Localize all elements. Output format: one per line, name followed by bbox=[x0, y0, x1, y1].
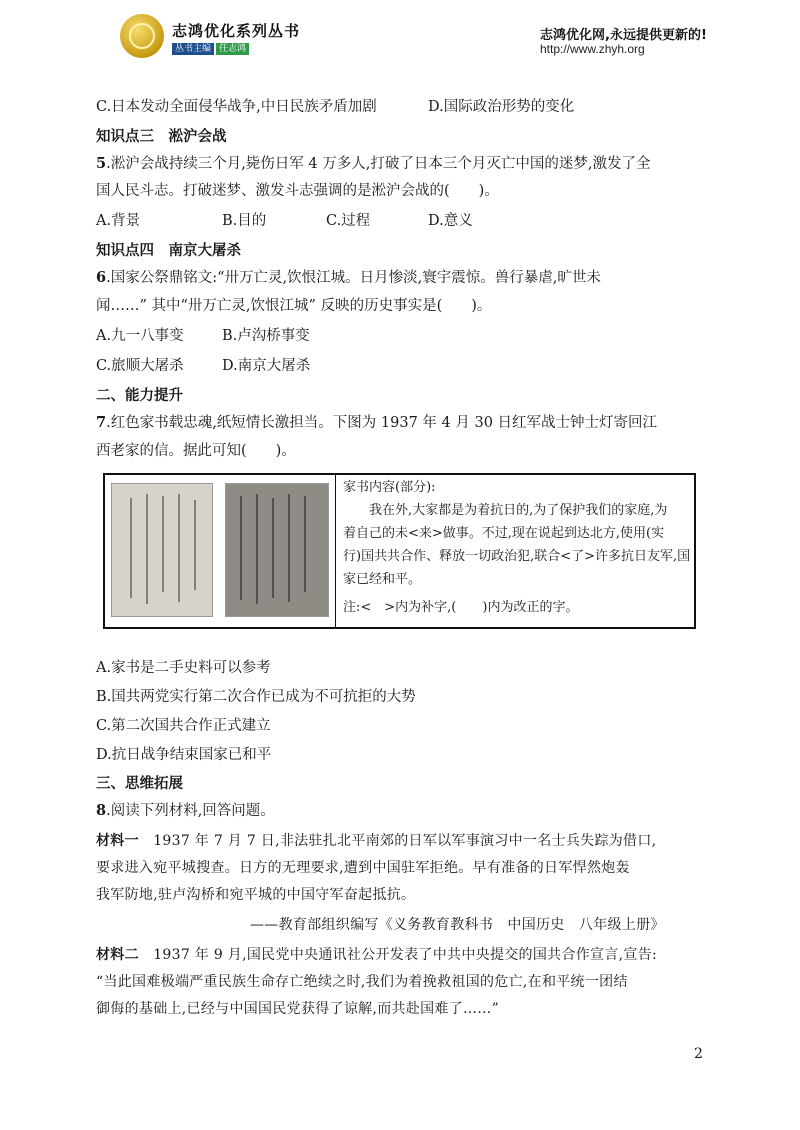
material-2-line-2: “当此国难极端严重民族生命存亡绝续之时,我们为着挽救祖国的危亡,在和平统一团结 bbox=[96, 974, 628, 990]
material-2-line-3: 御侮的基础上,已经与中国国民党获得了谅解,而共赴国难了……” bbox=[96, 1001, 500, 1017]
part-title-3: 三、思维拓展 bbox=[96, 775, 183, 792]
q6-number: 6 bbox=[96, 269, 107, 286]
q7-option-d: D.抗日战争结束国家已和平 bbox=[96, 747, 272, 763]
site-url[interactable]: http://www.zhyh.org bbox=[540, 42, 645, 56]
material-2-label: 材料二 bbox=[96, 947, 139, 963]
q4-option-c: C.日本发动全面侵华战争,中日民族矛盾加剧 bbox=[96, 99, 377, 115]
q5-number: 5 bbox=[96, 155, 107, 172]
material-2-text-1: 1937 年 9 月,国民党中央通讯社公开发表了中共中央提交的国共合作宣言,宣告: bbox=[138, 947, 658, 963]
q5-line-1 bbox=[96, 153, 650, 175]
series-logo-icon bbox=[120, 14, 164, 58]
q8-prompt bbox=[96, 800, 275, 822]
q8-prompt-text: .阅读下列材料,回答问题。 bbox=[106, 803, 275, 819]
series-title: 志鸿优化系列丛书 bbox=[172, 22, 301, 40]
editor-name: 任志鸿 bbox=[216, 43, 249, 55]
letter-line-4: 家已经和平。 bbox=[343, 572, 422, 587]
page-header bbox=[0, 0, 800, 72]
q5-option-b: B.目的 bbox=[222, 213, 267, 229]
q7-option-b: B.国共两党实行第二次合作已成为不可抗拒的大势 bbox=[96, 689, 416, 705]
q6-option-a: A.九一八事变 bbox=[96, 328, 184, 344]
page-number: 2 bbox=[694, 1046, 703, 1062]
letter-photo-1 bbox=[111, 483, 213, 617]
site-slogan: 志鸿优化网,永远提供更新的! bbox=[540, 28, 707, 43]
q7-option-a: A.家书是二手史料可以参考 bbox=[96, 660, 271, 676]
q5-text-1: .淞沪会战持续三个月,毙伤日军 4 万多人,打破了日本三个月灭亡中国的迷梦,激发了全 bbox=[106, 156, 651, 172]
part-title-2: 二、能力提升 bbox=[96, 387, 183, 404]
q7-text-1: .红色家书载忠魂,纸短情长激担当。下图为 1937 年 4 月 30 日红军战士钟士灯寄回江 bbox=[106, 415, 658, 431]
q7-number: 7 bbox=[96, 414, 107, 431]
material-1-source: ——教育部组织编写《义务教育教科书 中国历史 八年级上册》 bbox=[250, 917, 665, 933]
material-1-label: 材料一 bbox=[96, 833, 139, 849]
material-1-line-1 bbox=[96, 830, 656, 852]
q7-line-1 bbox=[96, 412, 657, 434]
q7-option-c: C.第二次国共合作正式建立 bbox=[96, 718, 271, 734]
q5-option-d: D.意义 bbox=[428, 213, 473, 229]
letter-line-2: 着自己的未<来>做事。不过,现在说起到达北方,使用(实 bbox=[343, 526, 665, 541]
q6-text-1: .国家公祭鼎铭文:“卅万亡灵,饮恨江城。日月惨淡,寰宇震惊。兽行暴虐,旷世未 bbox=[106, 270, 601, 286]
q6-option-d: D.南京大屠杀 bbox=[222, 358, 311, 374]
letter-line-1: 我在外,大家都是为着抗日的,为了保护我们的家庭,为 bbox=[343, 503, 668, 518]
q5-option-c: C.过程 bbox=[326, 213, 371, 229]
material-1-line-2: 要求进入宛平城搜查。日方的无理要求,遭到中国驻军拒绝。早有准备的日军悍然炮轰 bbox=[96, 860, 630, 876]
q4-option-d: D.国际政治形势的变化 bbox=[428, 99, 575, 115]
q5-option-a: A.背景 bbox=[96, 213, 141, 229]
material-2-line-1 bbox=[96, 944, 657, 966]
letter-photo-2 bbox=[225, 483, 329, 617]
section-title-3: 知识点三 淞沪会战 bbox=[96, 128, 227, 145]
material-1-line-3: 我军防地,驻卢沟桥和宛平城的中国守军奋起抵抗。 bbox=[96, 887, 416, 903]
editor-credit bbox=[172, 41, 249, 54]
letter-heading: 家书内容(部分): bbox=[343, 480, 436, 495]
letter-line-3: 行)国共共合作、释放一切政治犯,联合<了>许多抗日友军,国 bbox=[343, 549, 691, 564]
q6-line-1 bbox=[96, 267, 601, 289]
material-1-text-1: 1937 年 7 月 7 日,非法驻扎北平南郊的日军以军事演习中一名士兵失踪为借口, bbox=[138, 833, 657, 849]
editor-label: 丛书主编 bbox=[172, 43, 214, 55]
q8-number: 8 bbox=[96, 802, 107, 819]
section-title-4: 知识点四 南京大屠杀 bbox=[96, 242, 241, 259]
q7-line-2: 西老家的信。据此可知( )。 bbox=[96, 443, 296, 459]
q6-line-2: 闻……” 其中“卅万亡灵,饮恨江城” 反映的历史事实是( )。 bbox=[96, 298, 492, 314]
q6-option-b: B.卢沟桥事变 bbox=[222, 328, 310, 344]
q7-figure bbox=[103, 473, 696, 629]
letter-photo-panel bbox=[105, 475, 336, 627]
q6-option-c: C.旅顺大屠杀 bbox=[96, 358, 184, 374]
q5-line-2: 国人民斗志。打破迷梦、激发斗志强调的是淞沪会战的( )。 bbox=[96, 183, 499, 199]
letter-note: 注:< >内为补字,( )内为改正的字。 bbox=[343, 600, 579, 615]
